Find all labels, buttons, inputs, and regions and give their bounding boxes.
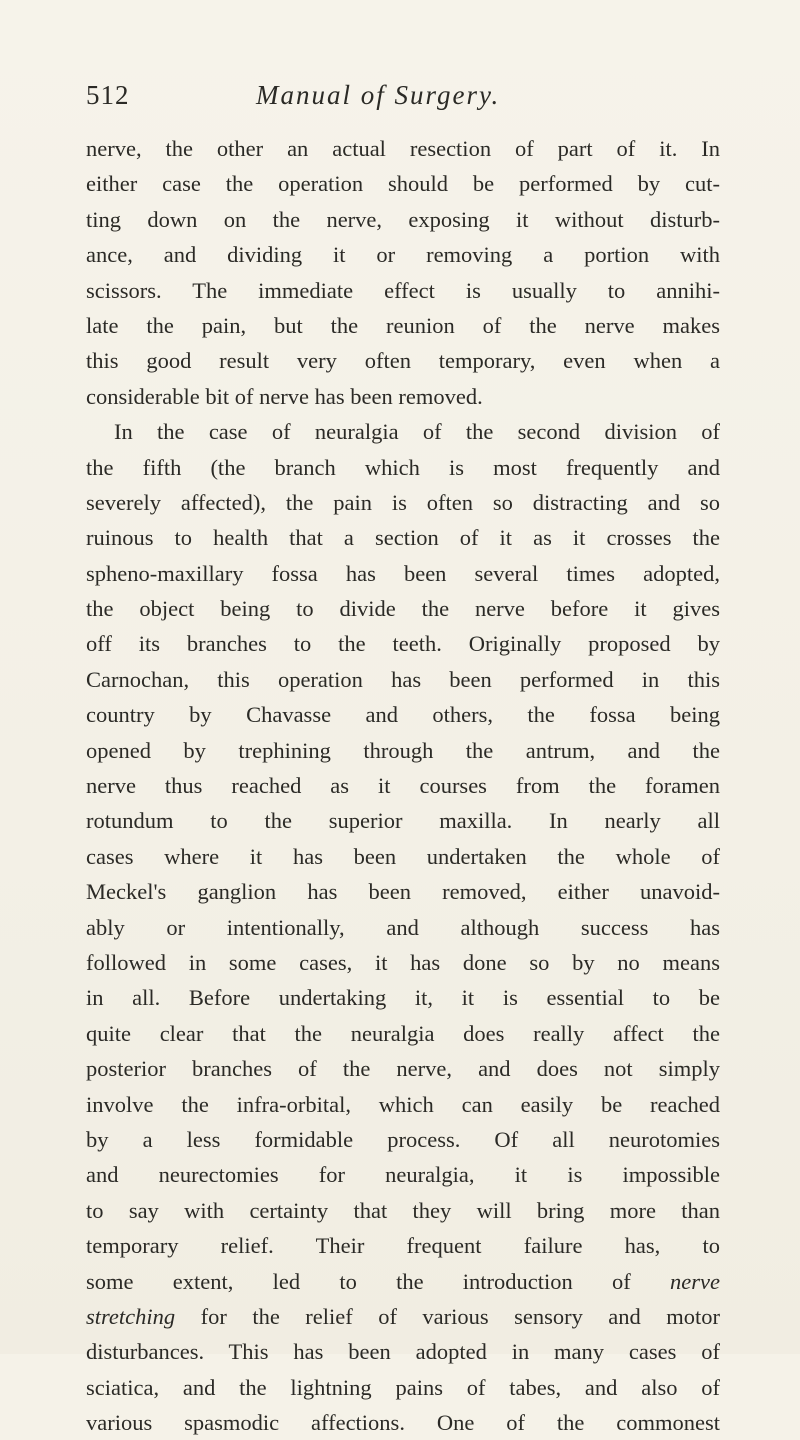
text-line: nerve, the other an actual resection of part of it. In [86,136,720,161]
text-line: Meckel's ganglion has been removed, either unavoid- [86,879,720,905]
text-line: either case the operation should be performed by cut- [86,171,720,197]
running-title: Manual of Surgery. [256,80,501,110]
text-line: and neurectomies for neuralgia, it is impossible [86,1162,720,1188]
text-line: opened by trephining through the antrum, and the [86,737,720,763]
text-line: spheno-maxillary fossa has been several times adopted, [86,560,720,586]
text-segment: some extent, led to the introduction of [86,1268,631,1294]
text-line: followed in some cases, it has done so by no means [86,949,720,975]
text-line: Carnochan, this operation has been performed in this [86,666,720,692]
italic-term: nerve [670,1268,720,1294]
page-number: 512 [86,80,130,110]
text-line: various spasmodic affections. One of the commonest [86,1410,720,1436]
text-segment: for the relief of various sensory and motor [200,1303,721,1329]
text-line: country by Chavasse and others, the fossa being [86,702,720,728]
text-line: by a less formidable process. Of all neurotomies [86,1126,720,1152]
text-line: the object being to divide the nerve before it gives [86,596,720,622]
text-line: cases where it has been undertaken the whole of [86,843,720,869]
text-line: In the case of neuralgia of the second division of [114,419,720,445]
text-line: ruinous to health that a section of it as it crosses the [86,525,720,551]
body-text [86,131,720,1440]
text-line: this good result very often temporary, even when a [86,348,720,374]
page-header [86,80,726,120]
text-line: sciatica, and the lightning pains of tabes, and also of [86,1374,720,1400]
text-line: in all. Before undertaking it, it is essential to be [86,985,720,1011]
text-line: rotundum to the superior maxilla. In nearly all [86,808,720,834]
text-line-with-italic [86,1299,720,1334]
text-line: temporary relief. Their frequent failure has, to [86,1233,720,1259]
text-line: late the pain, but the reunion of the nerve makes [86,312,720,338]
italic-term: stretching [86,1303,176,1329]
text-line: posterior branches of the nerve, and does not simply [86,1056,720,1082]
text-line: nerve thus reached as it courses from the foramen [86,773,720,799]
text-line: severely affected), the pain is often so distracting and so [86,489,720,515]
text-line: ance, and dividing it or removing a portion with [86,242,720,268]
text-line: ably or intentionally, and although success has [86,914,720,940]
text-line: the fifth (the branch which is most frequently and [86,454,720,480]
text-line: to say with certainty that they will bring more than [86,1197,720,1223]
text-line: considerable bit of nerve has been removed. [86,383,483,409]
text-line: scissors. The immediate effect is usually to annihi- [86,277,720,303]
text-line-with-italic [86,1264,720,1299]
text-line: disturbances. This has been adopted in many cases of [86,1339,720,1365]
text-line: ting down on the nerve, exposing it without disturb- [86,206,720,232]
text-line: involve the infra-orbital, which can easily be reached [86,1091,720,1117]
text-line: off its branches to the teeth. Originally proposed by [86,631,720,657]
text-line: quite clear that the neuralgia does really affect the [86,1020,720,1046]
